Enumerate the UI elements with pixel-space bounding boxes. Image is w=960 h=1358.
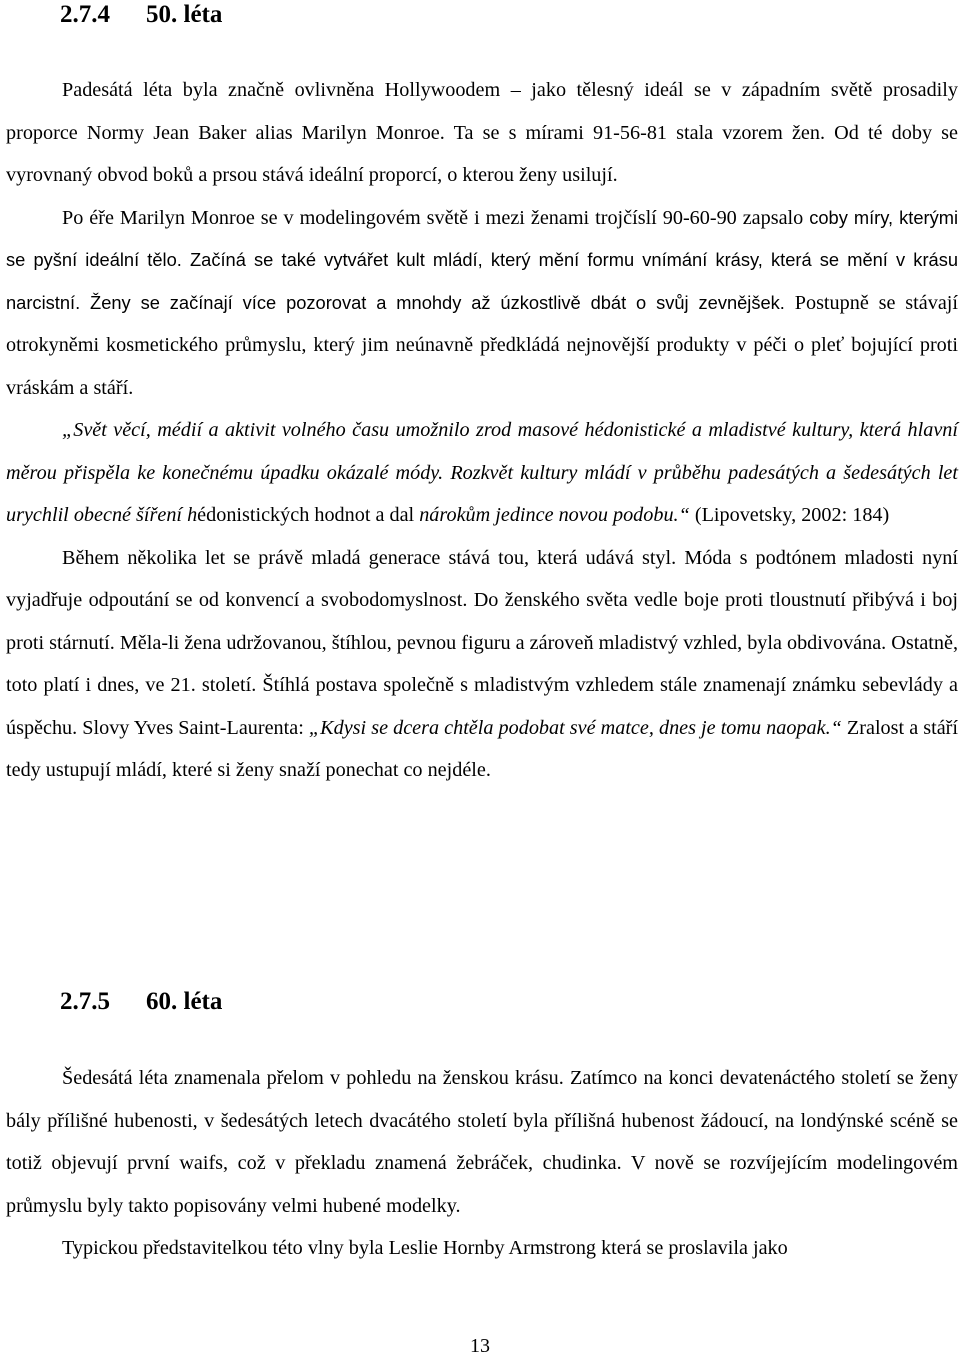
- section-heading-50s: [60, 0, 222, 30]
- paragraph: [6, 197, 958, 410]
- quote-text: „Svět věcí, médií a aktivit volného času umožnilo zrod masové hédonistické a mladistvé kultury, která hlavní měrou přispěla ke konečnému úpadku okázalé módy. Rozkvět kultury mládí v průběhu padesátých a šedesátých let urychlil obecné šíření h: [6, 419, 958, 526]
- paragraph-text: Měla-li žena udržovanou, štíhlou, pevnou figuru a zároveň mladistvý vzhled, byla obdivována.: [119, 631, 887, 654]
- section-number: 2.7.5: [60, 988, 110, 1015]
- paragraph-text: Po éře Marilyn Monroe se v modelingovém světě i mezi ženami trojčíslí 90-60-90 zapsalo: [62, 206, 804, 229]
- paragraph-text: Štíhlá postava společně s mladistvým vzhledem stále znamenají známku sebevlády a úspěchu.: [6, 674, 959, 739]
- paragraph-text: Typickou představitelkou této vlny byla Leslie Hornby Armstrong která se proslavila jako: [62, 1237, 788, 1259]
- section-number: 2.7.4: [60, 1, 110, 28]
- paragraph-text: Do ženského světa vedle boje proti tloustnutí přibývá i boj proti stárnutí.: [6, 589, 958, 654]
- paragraph: [6, 1057, 958, 1227]
- section-body-50s: [6, 69, 958, 792]
- paragraph: [6, 69, 958, 197]
- quote-text: édonistických hodnot a dal: [197, 504, 415, 526]
- citation: (Lipovetsky, 2002: 184): [694, 504, 890, 526]
- paragraph-text: Slovy Yves Saint-Laurenta:: [82, 716, 309, 739]
- paragraph-text: Postupně se stávají otrokyněmi kosmetického průmyslu, který jim neúnavně předkládá nejnovější produkty v péči o pleť bojující proti vráskám a stáří.: [6, 291, 959, 399]
- paragraph-text: Ženy se začínají více pozorovat a mnohdy až úzkostlivě dbát o svůj zevnějšek.: [90, 291, 785, 313]
- paragraph: [6, 537, 958, 792]
- quote-text: „Kdysi se dcera chtěla podobat své matce, dnes je tomu naopak.“: [308, 716, 842, 739]
- section-title: 50. léta: [146, 1, 223, 28]
- section-body-60s: [6, 1057, 958, 1270]
- paragraph: [6, 1227, 958, 1270]
- paragraph-text: coby míry, kterými se pyšní ideální tělo.: [6, 206, 959, 270]
- paragraph-text: Padesátá léta byla značně ovlivněna Hollywoodem – jako tělesný ideál se v západním světě prosadily proporce Normy Jean Baker alias Marilyn Monroe. Ta se s mírami 91-56-81 stala vzorem žen. Od té doby se vyrovnaný obvod boků a prsou stává ideální proporcí, o kterou ženy usilují.: [6, 79, 958, 186]
- section-title: 60. léta: [146, 988, 223, 1015]
- paragraph-text: Začíná se také vytvářet kult mládí, který mění formu vnímání krásy, která se mění v krásu narcistní.: [6, 249, 959, 313]
- paragraph-text: Během několika let se právě mladá generace stává tou, která udává styl.: [62, 546, 677, 569]
- paragraph-text: Ostatně, toto platí i dnes, ve 21. století.: [6, 631, 959, 696]
- page-number: 13: [470, 1335, 490, 1357]
- paragraph-text: Zralost a stáří tedy ustupují mládí, které si ženy snaží ponechat co nejdéle.: [6, 716, 958, 781]
- section-heading-60s: [60, 987, 222, 1017]
- paragraph-text: Šedesátá léta znamenala přelom v pohledu na ženskou krásu. Zatímco na konci devatenáctého století se ženy bály přílišné hubenosti, v šedesátých letech dvacátého století byla přílišná hubenost žádoucí, na londýnské scéně se totiž objevují první waifs, což v překladu znamená žebráček, chudinka. V nově se rozvíjejícím modelingovém průmyslu byly takto popisovány velmi hubené modelky.: [6, 1067, 958, 1217]
- quote-paragraph: [6, 409, 958, 537]
- quote-text: nárokům jedince novou podobu.“: [419, 504, 690, 526]
- paragraph-text: Móda s podtónem mladosti nyní vyjadřuje odpoutání se od konvencí a svobodomyslnost.: [6, 546, 959, 611]
